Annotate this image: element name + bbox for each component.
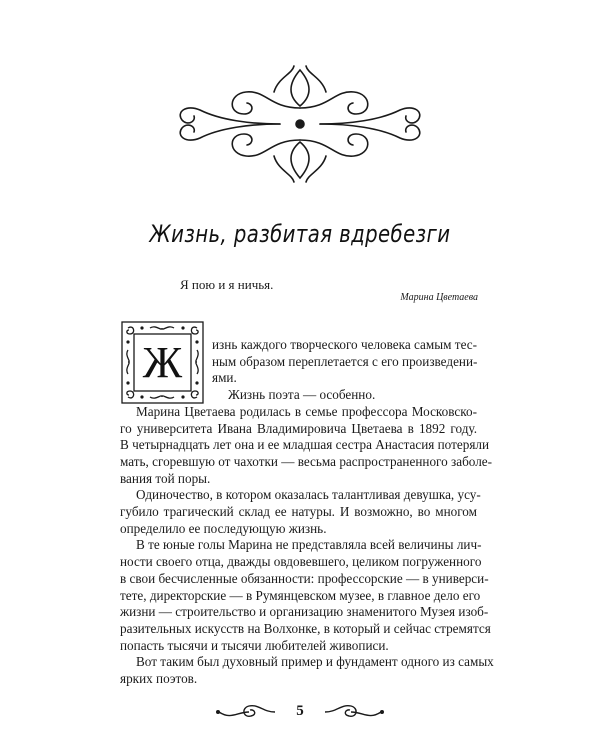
top-ornament-icon — [170, 62, 430, 186]
text-line: го университета Ивана Владимировича Цветаева в 1892 году. — [120, 420, 477, 436]
text-line: определило ее последующую жизнь. — [120, 520, 327, 536]
text-line: Жизнь поэта — особенно. — [228, 387, 376, 403]
text-line: Марина Цветаева родилась в семье профессора Московско- — [136, 403, 477, 419]
text-line: ярких поэтов. — [120, 671, 198, 686]
text-line: В те юные голы Марина не представляла всей величины лич- — [136, 537, 482, 553]
text-line: изнь каждого творческого человека самым тес- — [212, 337, 477, 352]
page-number: 5 — [296, 703, 304, 719]
text-line: вания той поры. — [120, 470, 211, 486]
text-line: В четырнадцать лет она и ее младшая сестра Анастасия потеряли — [120, 437, 490, 453]
footer-ornament-left-icon — [215, 700, 277, 724]
text-line: попасть тысячи и тысячи любителей живописи. — [120, 637, 389, 653]
text-line: ности своего отца, дважды овдовевшего, целиком погруженного — [120, 554, 482, 570]
epigraph-text: Я пою и я ничья. — [180, 277, 274, 292]
text-line: Вот таким был духовный пример и фундамент одного из самых — [136, 654, 494, 670]
text-line: ным образом переплетается с его произведени- — [212, 353, 478, 369]
text-line: жизни — строительство и организацию знаменитого Музея изоб- — [120, 604, 489, 620]
chapter-title: Жизнь, разбитая вдребезги — [149, 220, 451, 248]
text-line: Одиночество, в котором оказалась талантливая девушка, усу- — [136, 487, 481, 503]
text-line: разительных искусств на Волхонке, в который и сейчас стремятся — [120, 620, 491, 636]
text-line: в свои бесчисленные обязанности: профессорские — в универси- — [120, 570, 489, 586]
epigraph-author: Марина Цветаева — [400, 292, 478, 303]
dropcap-letter: Ж — [142, 337, 183, 387]
text-line: ями. — [212, 370, 237, 386]
text-line: губило трагический склад ее натуры. И возможно, во многом — [120, 504, 477, 519]
text-line: мать, сгоревшую от чахотки — весьма распространенного заболе- — [120, 453, 493, 469]
footer-ornament-right-icon — [323, 700, 385, 724]
text-line: тете, директорские — в Румянцевском музее, в главное дело его — [120, 587, 481, 603]
